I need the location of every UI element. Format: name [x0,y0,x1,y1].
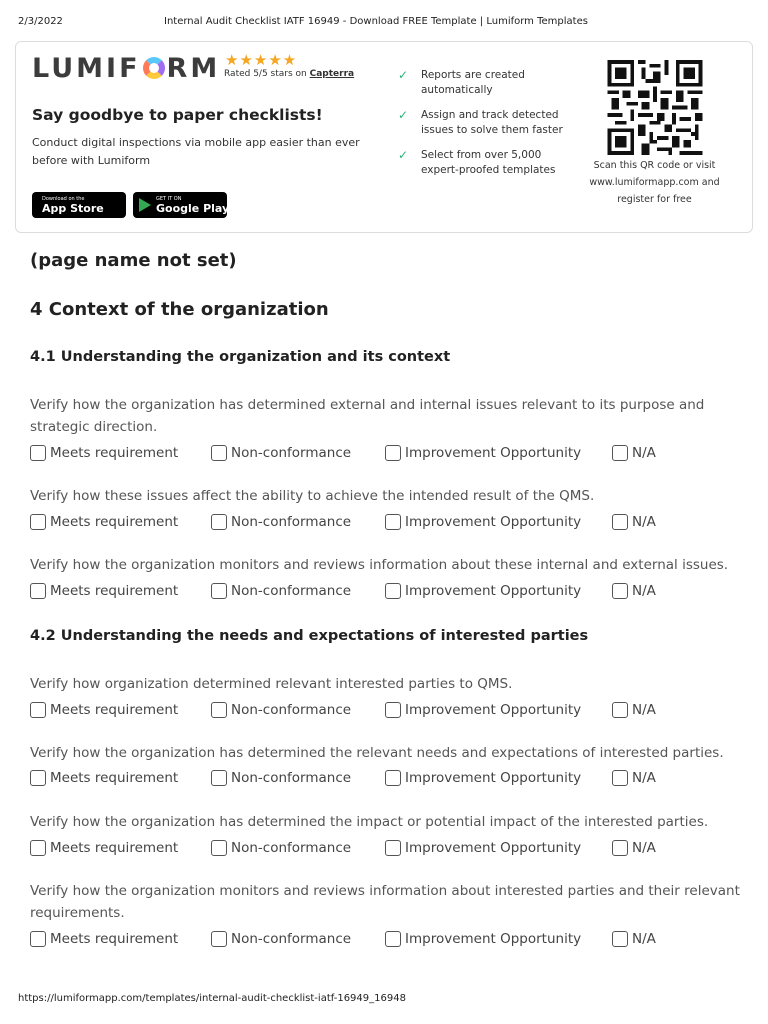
question-text: Verify how these issues affect the ability to achieve the intended result of the QMS. [30,488,595,504]
option-improvement-opportunity[interactable]: Improvement Opportunity [385,769,581,787]
app-store-button[interactable]: Download on the App Store [32,192,126,218]
question-text: Verify how the organization monitors and reviews information about interested parties and their relevant requirements. [30,883,740,921]
option-non-conformance[interactable]: Non-conformance [211,513,351,531]
option-improvement-opportunity[interactable]: Improvement Opportunity [385,444,581,462]
capterra-link[interactable]: Capterra [309,69,355,79]
checkbox[interactable] [30,583,46,599]
checkbox[interactable] [30,770,46,786]
option-meets-requirement[interactable]: Meets requirement [30,582,178,600]
checkbox[interactable] [385,514,401,530]
checkbox[interactable] [385,702,401,718]
checkbox[interactable] [211,583,227,599]
banner-headline: Say goodbye to paper checklists! [32,106,323,124]
question-text: Verify how the organization has determined external and internal issues relevant to its purpose and strategic direction. [30,397,705,435]
feature-item: ✓ Reports are created automatically [398,68,525,96]
check-icon: ✓ [398,108,409,122]
answer-options [30,701,745,719]
page-name: (page name not set) [30,250,237,271]
checkbox[interactable] [385,445,401,461]
option-meets-requirement[interactable]: Meets requirement [30,930,178,948]
checkbox[interactable] [612,770,628,786]
option-non-conformance[interactable]: Non-conformance [211,701,351,719]
checkbox[interactable] [612,583,628,599]
option-non-conformance[interactable]: Non-conformance [211,839,351,857]
option-meets-requirement[interactable]: Meets requirement [30,769,178,787]
checkbox[interactable] [385,840,401,856]
print-title: Internal Audit Checklist IATF 16949 - Download FREE Template | Lumiform Templates [164,16,588,27]
banner-subline: Conduct digital inspections via mobile app easier than ever before with Lumiform [32,136,360,167]
option-meets-requirement[interactable]: Meets requirement [30,444,178,462]
checkbox[interactable] [385,931,401,947]
option-non-conformance[interactable]: Non-conformance [211,582,351,600]
checkbox[interactable] [612,840,628,856]
print-header [18,16,750,30]
option-improvement-opportunity[interactable]: Improvement Opportunity [385,513,581,531]
option-non-conformance[interactable]: Non-conformance [211,930,351,948]
checkbox[interactable] [385,770,401,786]
option-non-conformance[interactable]: Non-conformance [211,444,351,462]
section-title: 4 Context of the organization [30,299,329,320]
promo-banner [15,41,753,233]
checkbox[interactable] [612,445,628,461]
qr-caption: Scan this QR code or visit www.lumiformapp.com and register for free [589,160,720,205]
lumiform-logo[interactable]: LUMIF RM [32,53,221,84]
option-meets-requirement[interactable]: Meets requirement [30,701,178,719]
question-text: Verify how the organization has determined the impact or potential impact of the interested parties. [30,814,709,830]
checkbox[interactable] [211,445,227,461]
option-improvement-opportunity[interactable]: Improvement Opportunity [385,582,581,600]
option-na[interactable]: N/A [612,769,656,787]
option-improvement-opportunity[interactable]: Improvement Opportunity [385,839,581,857]
checkbox[interactable] [211,931,227,947]
rating-text: Rated 5/5 stars on Capterra [224,69,355,79]
rating-stars-icon: ★★★★★ [225,51,298,69]
checkbox[interactable] [30,702,46,718]
checkbox[interactable] [30,840,46,856]
answer-options [30,582,745,600]
answer-options [30,444,745,462]
checkbox[interactable] [211,702,227,718]
option-na[interactable]: N/A [612,444,656,462]
option-non-conformance[interactable]: Non-conformance [211,769,351,787]
checkbox[interactable] [30,445,46,461]
checkbox[interactable] [612,702,628,718]
answer-options [30,930,745,948]
checkbox[interactable] [211,514,227,530]
subsection-title: 4.1 Understanding the organization and its context [30,349,451,365]
qr-code-icon[interactable] [605,60,705,155]
check-icon: ✓ [398,68,409,82]
answer-options [30,513,745,531]
option-na[interactable]: N/A [612,582,656,600]
question-text: Verify how organization determined relevant interested parties to QMS. [30,676,513,692]
option-na[interactable]: N/A [612,839,656,857]
checkbox[interactable] [30,931,46,947]
feature-list [398,68,578,188]
option-meets-requirement[interactable]: Meets requirement [30,513,178,531]
checkbox[interactable] [612,514,628,530]
feature-item: ✓ Select from over 5,000 expert-proofed templates [398,148,556,176]
checkbox[interactable] [30,514,46,530]
answer-options [30,839,745,857]
print-footer-url: https://lumiformapp.com/templates/internal-audit-checklist-iatf-16949_16948 [18,993,406,1004]
option-na[interactable]: N/A [612,701,656,719]
answer-options [30,769,745,787]
feature-item: ✓ Assign and track detected issues to solve them faster [398,108,563,136]
checkbox[interactable] [612,931,628,947]
checkbox[interactable] [385,583,401,599]
print-date: 2/3/2022 [18,16,63,27]
checkbox[interactable] [211,840,227,856]
option-improvement-opportunity[interactable]: Improvement Opportunity [385,701,581,719]
google-play-button[interactable]: GET IT ON Google Play [133,192,227,218]
checkbox[interactable] [211,770,227,786]
option-na[interactable]: N/A [612,930,656,948]
check-icon: ✓ [398,148,409,162]
option-improvement-opportunity[interactable]: Improvement Opportunity [385,930,581,948]
subsection-title: 4.2 Understanding the needs and expectations of interested parties [30,628,589,644]
option-na[interactable]: N/A [612,513,656,531]
logo-o-icon [143,57,165,79]
option-meets-requirement[interactable]: Meets requirement [30,839,178,857]
question-text: Verify how the organization monitors and reviews information about these internal and external issues. [30,557,729,573]
question-text: Verify how the organization has determined the relevant needs and expectations of interested parties. [30,745,724,761]
google-play-icon [139,198,151,212]
